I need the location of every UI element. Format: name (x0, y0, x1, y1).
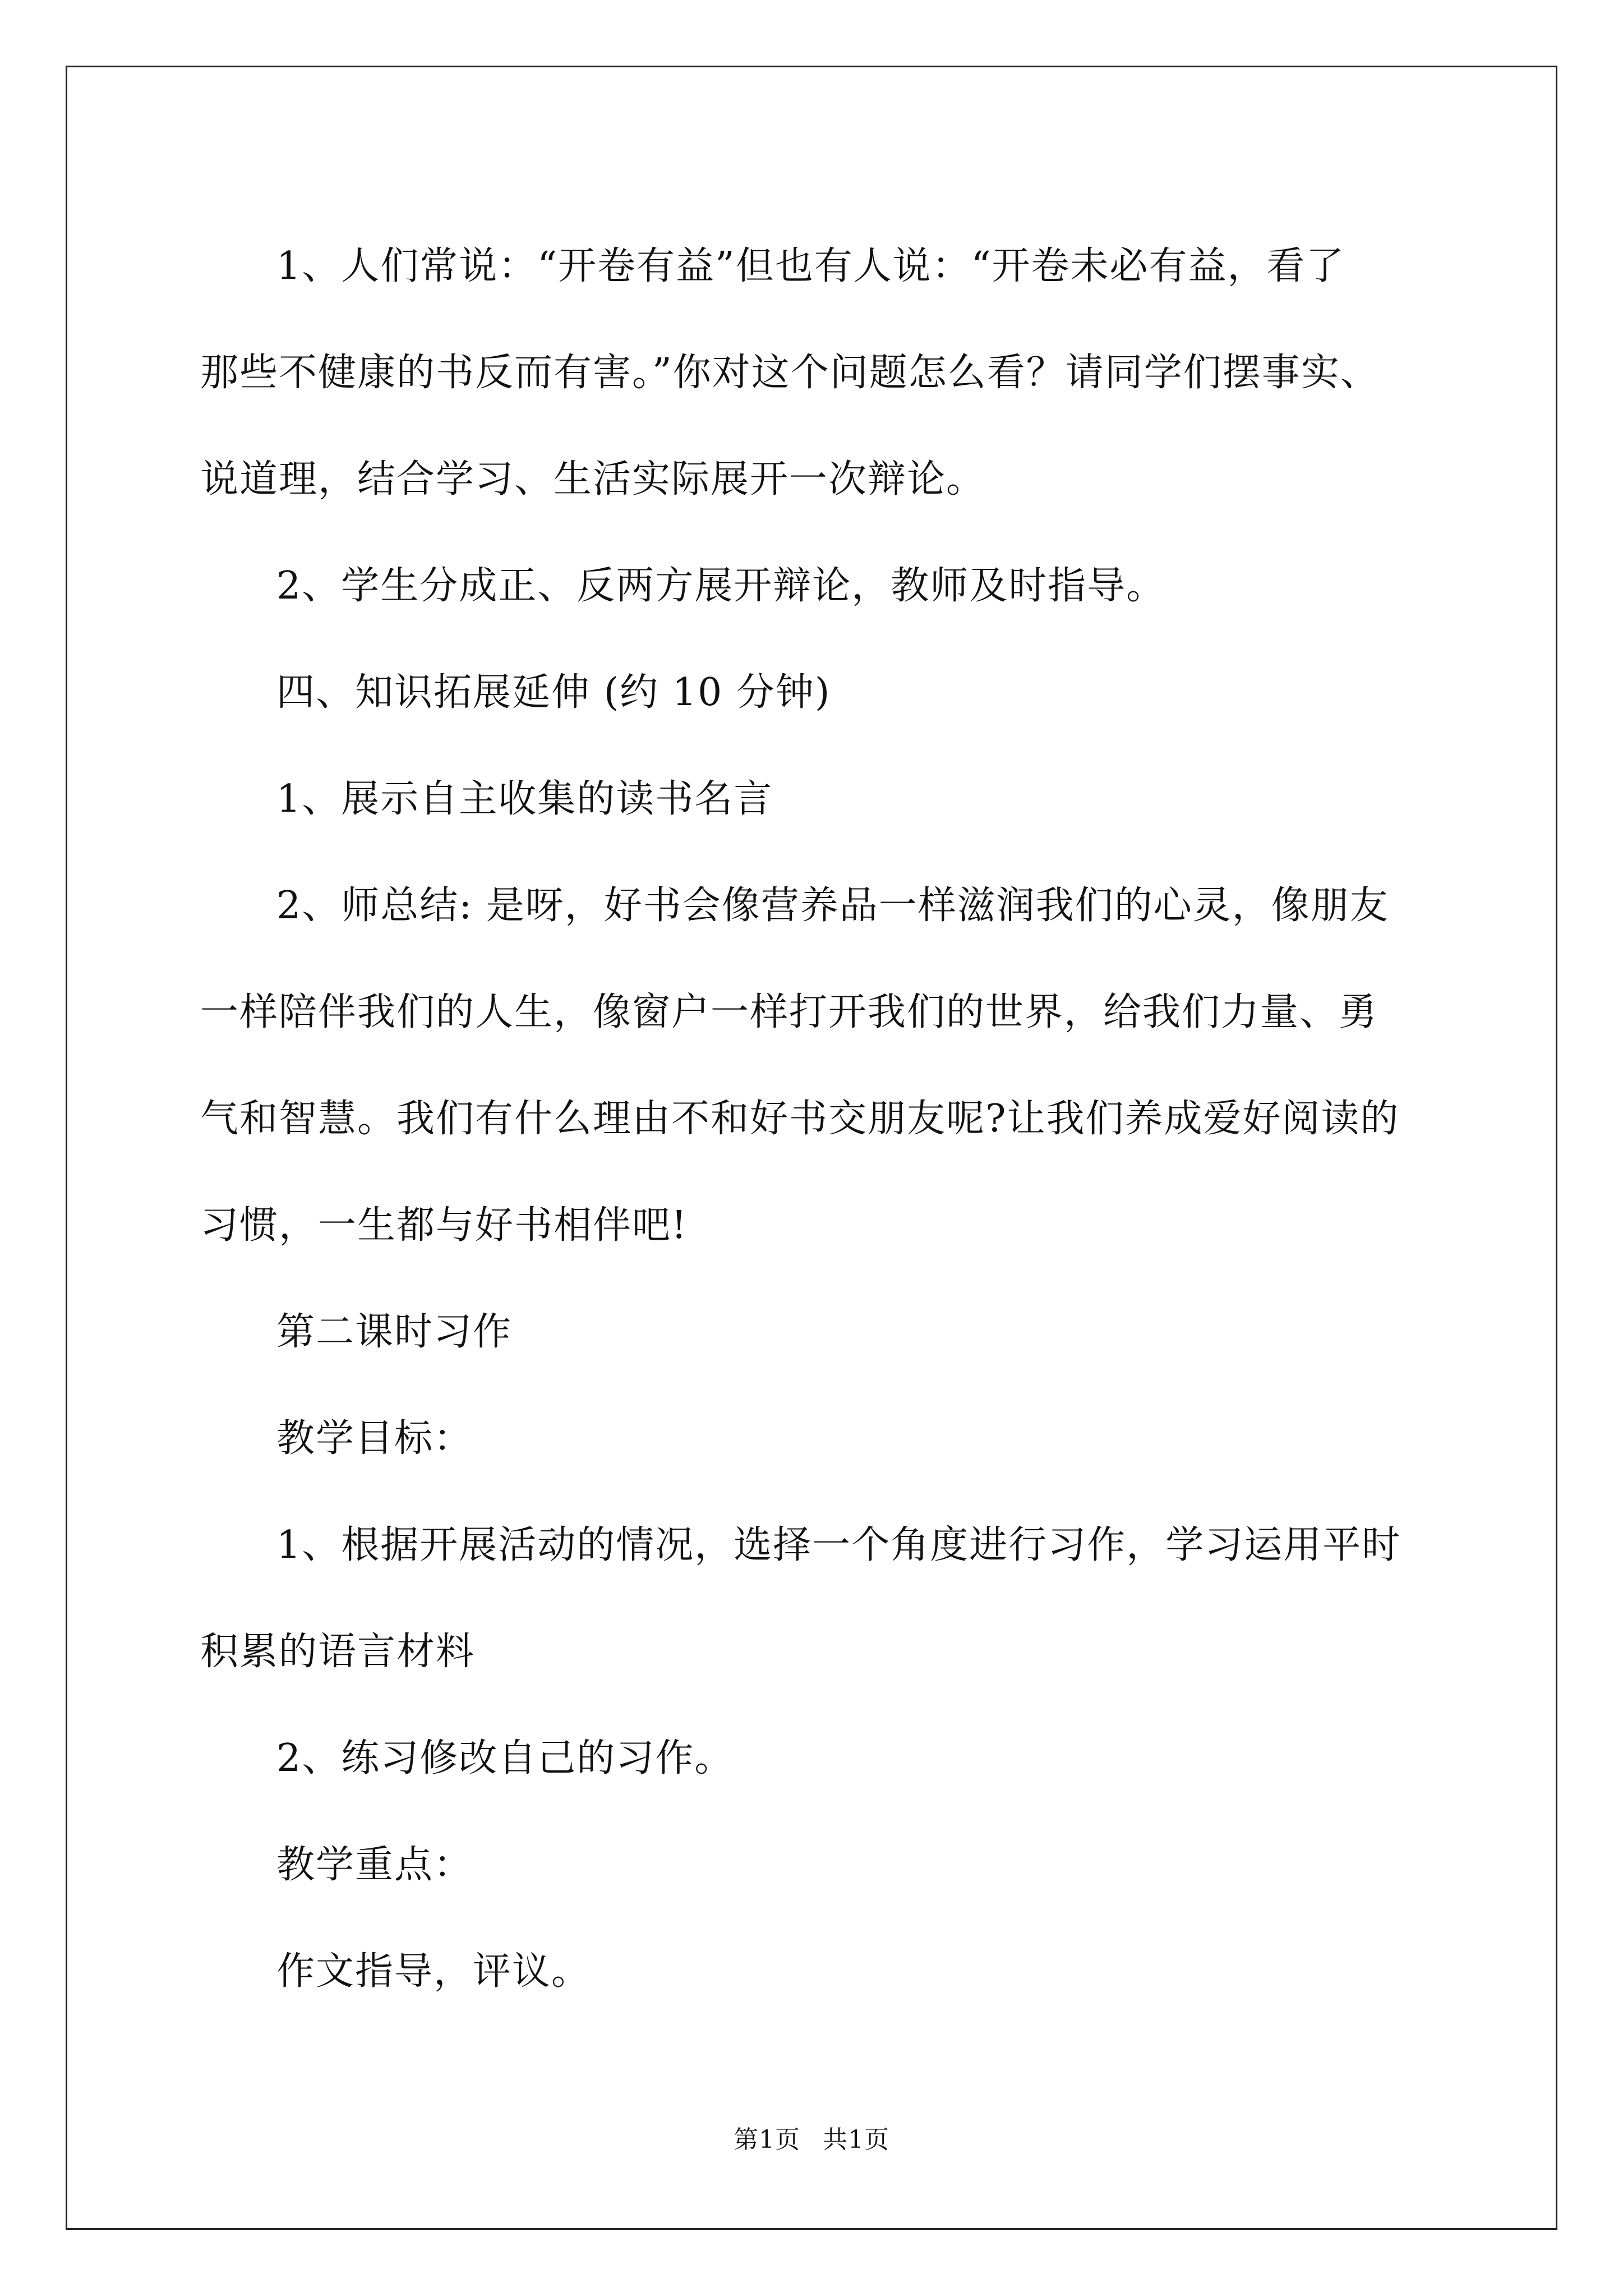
text-line: 2、学生分成正、反两方展开辩论，教师及时指导。 (276, 564, 1166, 608)
text-line: 2、师总结: 是呀，好书会像营养品一样滋润我们的心灵，像朋友 (276, 884, 1389, 928)
text-line: 1、根据开展活动的情况，选择一个角度进行习作，学习运用平时 (276, 1523, 1401, 1567)
page-footer (0, 2119, 1623, 2155)
text-line: 1、人们常说：“开卷有益”但也有人说：“开卷未必有益，看了 (276, 244, 1345, 288)
section-heading: 第二课时习作 (276, 1310, 513, 1354)
page-number: 第1页 (734, 2125, 800, 2154)
text-line: 2、练习修改自己的习作。 (276, 1736, 734, 1780)
text-line: 1、展示自主收集的读书名言 (276, 777, 773, 821)
section-heading: 教学目标： (276, 1416, 473, 1461)
page-total: 共1页 (823, 2125, 889, 2154)
text-line: 作文指导，评议。 (276, 1949, 591, 1994)
text-line: 那些不健康的书反而有害。”你对这个问题怎么看？请同学们摆事实、 (200, 351, 1380, 395)
document-body (200, 213, 1423, 2025)
text-line: 积累的语言材料 (200, 1630, 476, 1674)
text-line: 气和智慧。我们有什么理由不和好书交朋友呢?让我们养成爱好阅读的 (200, 1097, 1400, 1141)
section-heading: 教学重点： (276, 1843, 473, 1887)
text-line: 习惯，一生都与好书相伴吧! (200, 1203, 688, 1248)
text-line: 说道理，结合学习、生活实际展开一次辩论。 (200, 457, 986, 501)
text-line: 一样陪伴我们的人生，像窗户一样打开我们的世界，给我们力量、勇 (200, 990, 1378, 1034)
section-heading: 四、知识拓展延伸 (约 10 分钟) (276, 670, 831, 715)
